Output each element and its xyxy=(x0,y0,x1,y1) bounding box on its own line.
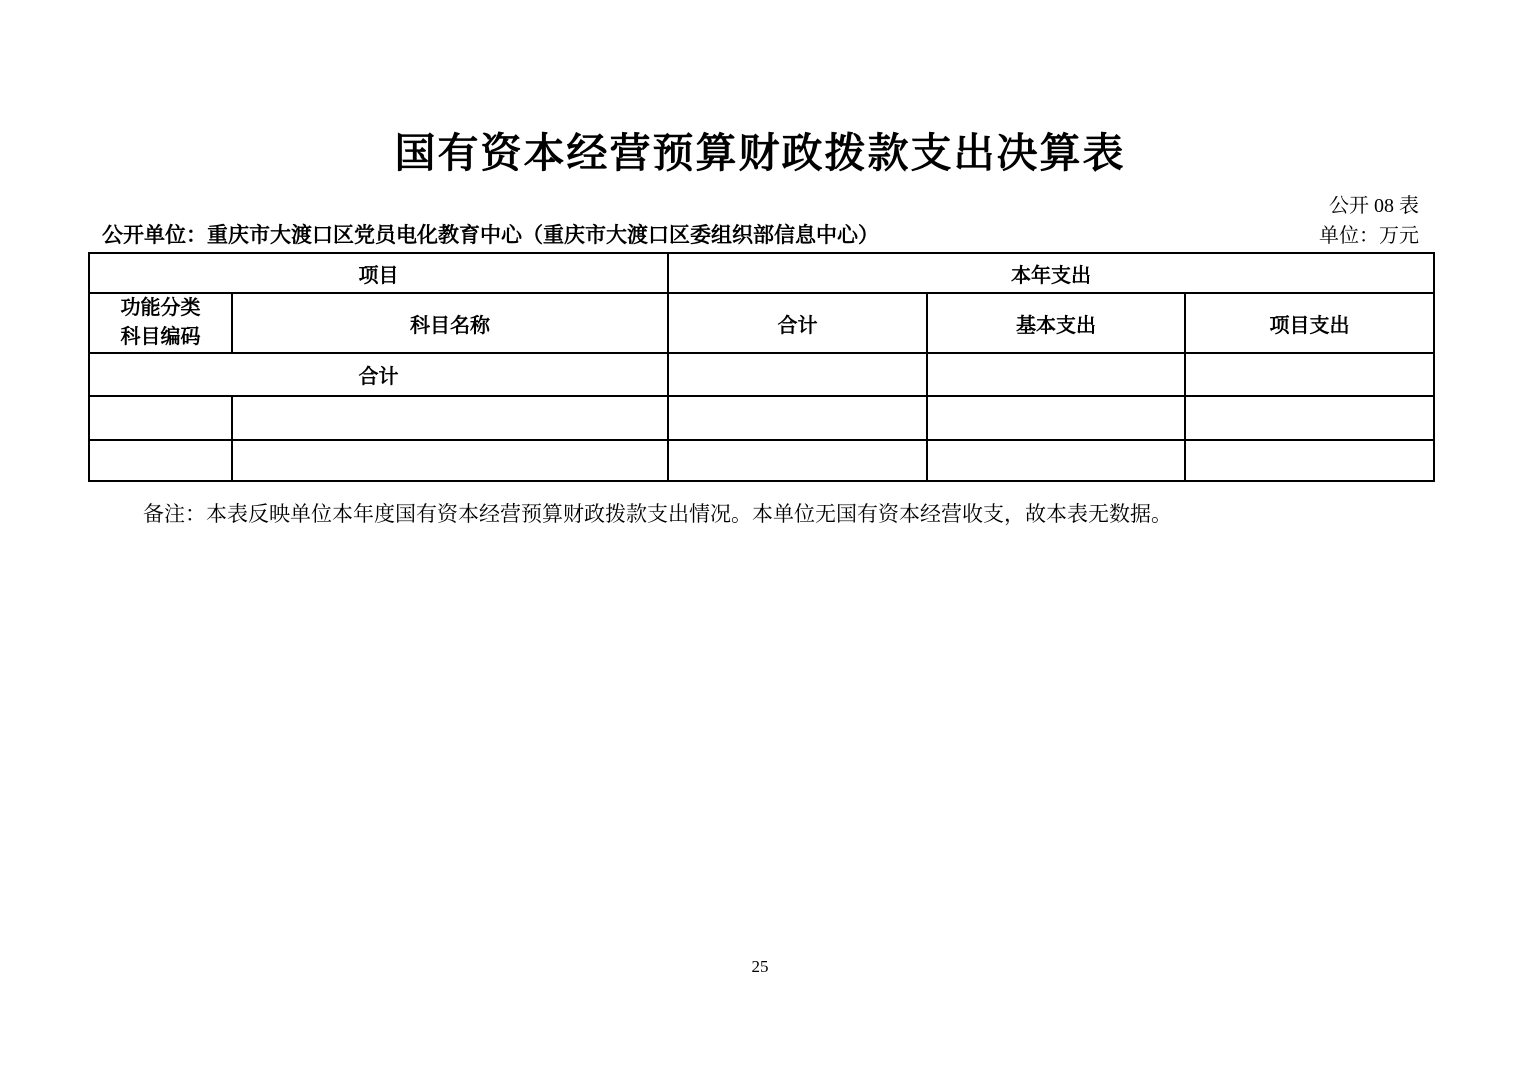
table-row xyxy=(89,440,1434,481)
row-basic-cell xyxy=(927,440,1185,481)
header-basic-expenditure: 基本支出 xyxy=(927,293,1185,353)
expenditure-table xyxy=(88,252,1435,482)
publishing-unit-label: 公开单位：重庆市大渡口区党员电化教育中心（重庆市大渡口区委组织部信息中心） xyxy=(102,223,879,247)
page-number: 25 xyxy=(751,957,769,976)
header-project-group: 项目 xyxy=(89,253,668,293)
remark-text: 备注：本表反映单位本年度国有资本经营预算财政拨款支出情况。本单位无国有资本经营收支，故本表无数据。 xyxy=(143,502,1172,526)
header-functional-code xyxy=(89,293,232,353)
table-column-header-row xyxy=(89,293,1434,353)
row-code-cell xyxy=(89,396,232,440)
header-functional-code-line2: 科目编码 xyxy=(120,326,201,348)
row-project-cell xyxy=(1185,440,1434,481)
row-name-cell xyxy=(232,440,668,481)
header-current-year-group: 本年支出 xyxy=(668,253,1434,293)
row-code-cell xyxy=(89,440,232,481)
row-total-cell xyxy=(668,440,927,481)
table-row-total xyxy=(89,353,1434,396)
header-subject-name: 科目名称 xyxy=(232,293,668,353)
table-row xyxy=(89,396,1434,440)
row-name-cell xyxy=(232,396,668,440)
total-row-total-value xyxy=(668,353,927,396)
row-basic-cell xyxy=(927,396,1185,440)
row-project-cell xyxy=(1185,396,1434,440)
header-project-expenditure: 项目支出 xyxy=(1185,293,1434,353)
form-code-label: 公开 08 表 xyxy=(1329,195,1419,217)
table-group-header-row xyxy=(89,253,1434,293)
unit-of-measure-label: 单位：万元 xyxy=(1319,225,1419,247)
row-total-cell xyxy=(668,396,927,440)
total-row-label: 合计 xyxy=(89,353,668,396)
header-functional-code-line1: 功能分类 xyxy=(120,297,201,319)
header-total: 合计 xyxy=(668,293,927,353)
total-row-basic-value xyxy=(927,353,1185,396)
page-title: 国有资本经营预算财政拨款支出决算表 xyxy=(394,130,1126,176)
total-row-project-value xyxy=(1185,353,1434,396)
